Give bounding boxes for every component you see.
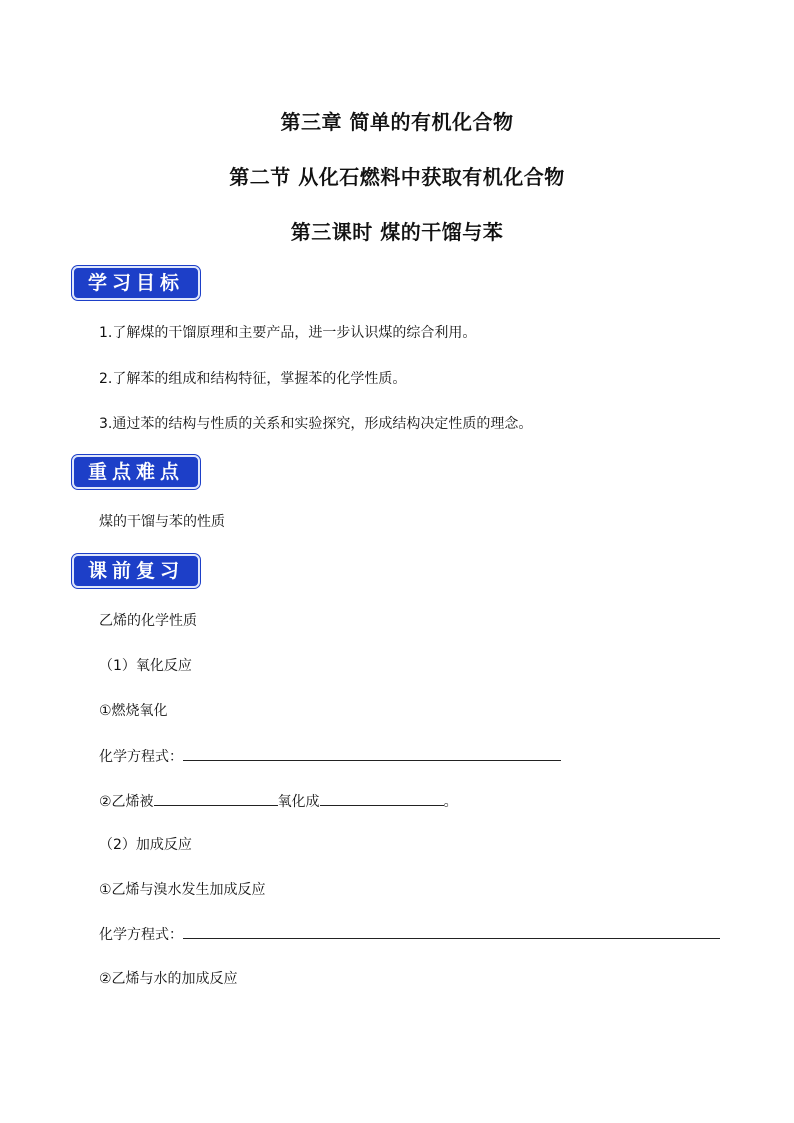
combustion-label: ①燃烧氧化: [99, 703, 168, 719]
addition-heading: （2）加成反应: [99, 837, 192, 853]
oxidant-blank[interactable]: [154, 790, 278, 806]
oxidation-heading: （1）氧化反应: [99, 658, 192, 674]
bromine-label: ①乙烯与溴水发生加成反应: [99, 882, 266, 898]
equation-row-1: [99, 745, 561, 766]
objectives-badge: 学习目标: [72, 266, 200, 300]
objective-item: 3.通过苯的结构与性质的关系和实验探究，形成结构决定性质的理念。: [99, 416, 533, 432]
key-points-badge: 重点难点: [72, 455, 200, 489]
oxidation-row: [99, 790, 458, 811]
key-points-text: 煤的干馏与苯的性质: [99, 514, 225, 530]
objective-item: 2.了解苯的组成和结构特征，掌握苯的化学性质。: [99, 371, 407, 387]
oxidized-to-label: 氧化成: [277, 794, 320, 810]
equation-blank-1[interactable]: [183, 745, 561, 761]
review-heading: 乙烯的化学性质: [99, 613, 197, 629]
section-title: 第二节 从化石燃料中获取有机化合物: [229, 165, 565, 189]
equation-label: 化学方程式：: [99, 927, 183, 943]
period: 。: [443, 794, 458, 810]
review-badge: 课前复习: [72, 554, 200, 588]
equation-label: 化学方程式：: [99, 749, 183, 765]
chapter-title: 第三章 简单的有机化合物: [280, 110, 514, 134]
equation-blank-2[interactable]: [183, 923, 720, 939]
water-addition-label: ②乙烯与水的加成反应: [99, 971, 238, 987]
equation-row-2: [99, 923, 720, 944]
product-blank[interactable]: [320, 790, 444, 806]
oxidized-by-label: ②乙烯被: [99, 794, 154, 810]
objective-item: 1.了解煤的干馏原理和主要产品，进一步认识煤的综合利用。: [99, 325, 477, 341]
lesson-title: 第三课时 煤的干馏与苯: [290, 220, 504, 244]
